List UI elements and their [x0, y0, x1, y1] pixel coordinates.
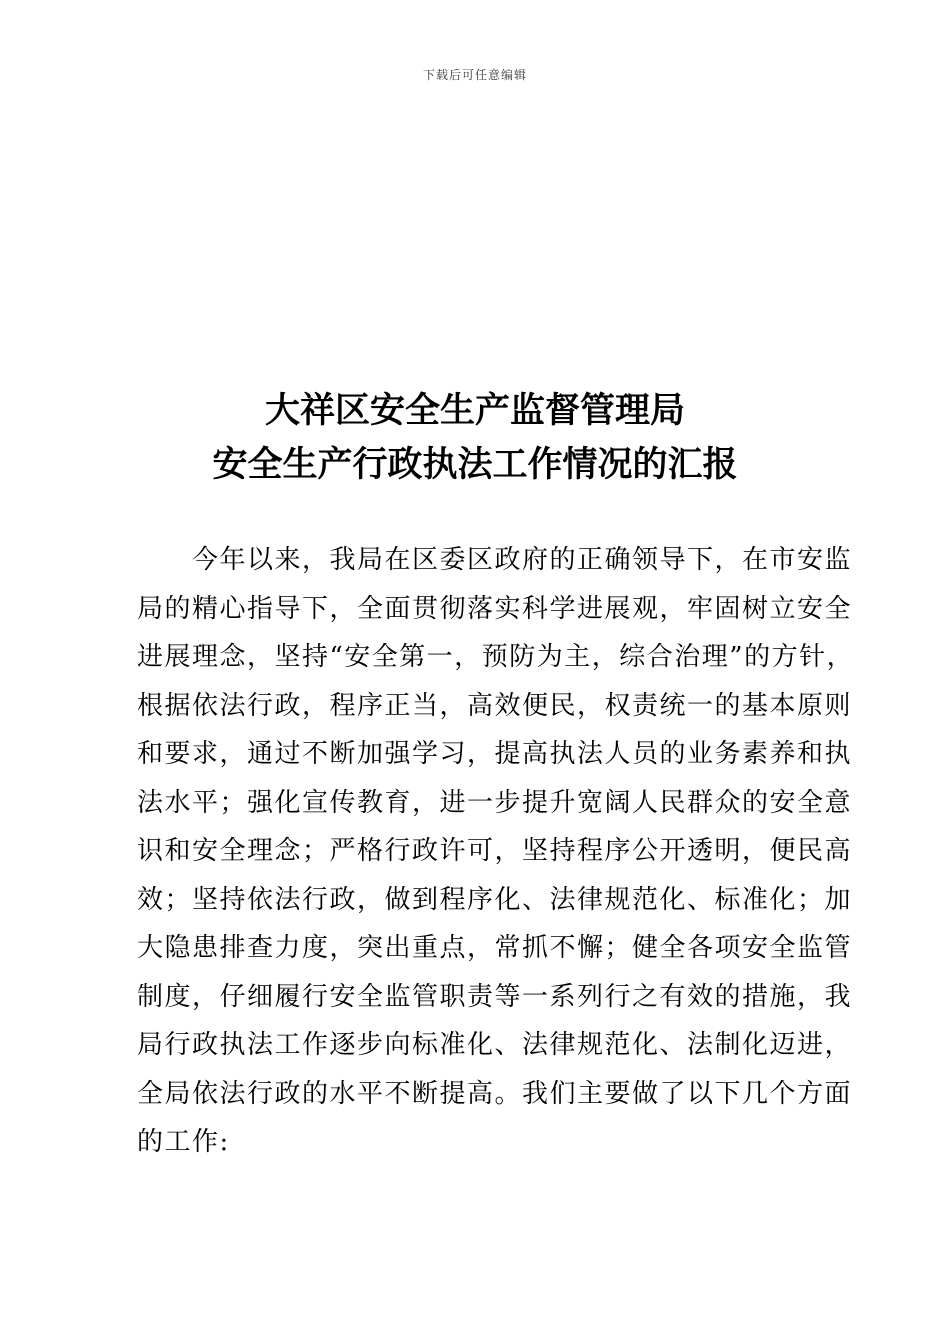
body-line: 效；坚持依法行政，做到程序化、法律规范化、标准化；加 [137, 884, 853, 915]
body-line: 的工作: [137, 1127, 230, 1157]
document-title [0, 384, 950, 492]
body-line: 局的精心指导下，全面贯彻落实科学进展观，牢固树立安全 [137, 593, 853, 624]
body-line: 法水平；强化宣传教育，进一步提升宽阔人民群众的安全意 [137, 787, 853, 818]
page-header-note: 下载后可任意编辑 [422, 68, 527, 82]
body-line: 进展理念，坚持“安全第一，预防为主，综合治理”的方针， [137, 642, 855, 672]
title-line-1: 大祥区安全生产监督管理局 [264, 391, 685, 431]
body-line: 全局依法行政的水平不断提高。我们主要做了以下几个方面 [137, 1078, 853, 1109]
body-line: 大隐患排查力度，突出重点，常抓不懈；健全各项安全监管 [137, 933, 853, 963]
body-line: 局行政执法工作逐步向标准化、法律规范化、法制化迈进， [137, 1030, 853, 1060]
body-line: 制度，仔细履行安全监管职责等一系列行之有效的措施，我 [137, 981, 853, 1012]
body-line: 根据依法行政，程序正当，高效便民，权责统一的基本原则 [137, 690, 853, 721]
document-body [137, 536, 855, 1167]
body-line: 今年以来，我局在区委区政府的正确领导下，在市安监 [137, 545, 853, 575]
body-line: 和要求，通过不断加强学习，提高执法人员的业务素养和执 [137, 739, 853, 769]
body-line: 识和安全理念；严格行政许可，坚持程序公开透明，便民高 [137, 836, 853, 866]
title-line-2: 安全生产行政执法工作情况的汇报 [212, 445, 738, 485]
